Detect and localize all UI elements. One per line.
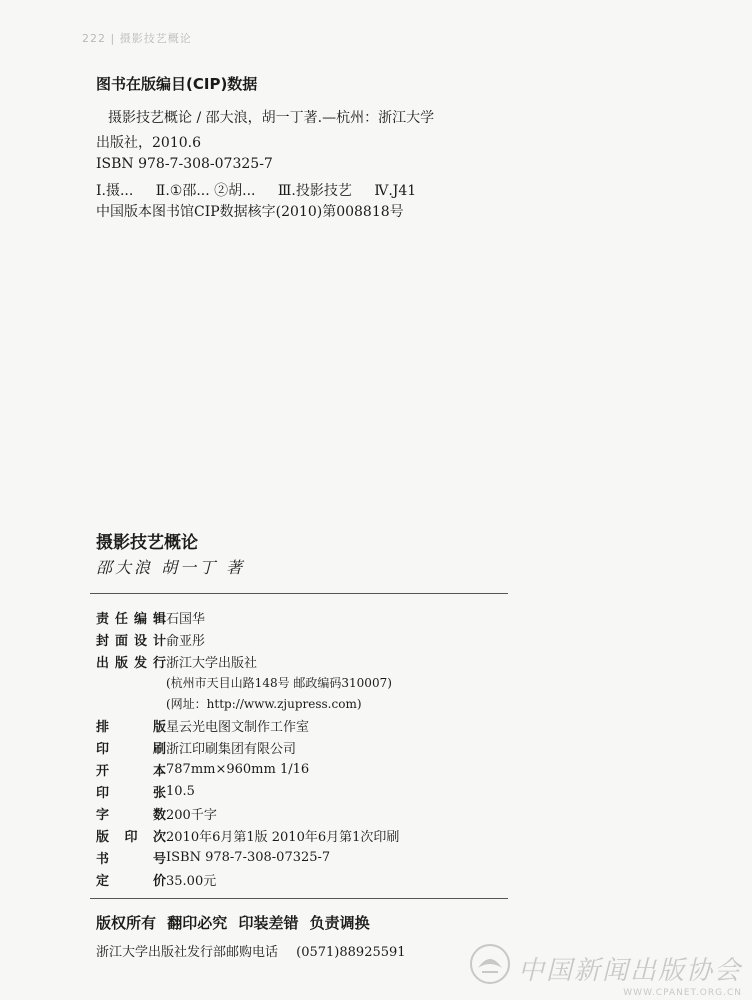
info-value: 星云光电图文制作工作室: [166, 719, 310, 735]
info-row-book-number: [96, 846, 516, 868]
phone-number: (0571)88925591: [296, 945, 406, 960]
cip-library-record: 中国版本图书馆CIP数据核字(2010)第008818号: [96, 204, 404, 220]
info-value: 浙江印刷集团有限公司: [166, 741, 297, 757]
info-label: 开 本: [96, 763, 166, 779]
watermark-url: WWW.CPANET.ORG.CN: [623, 988, 742, 998]
info-row-format: [96, 758, 516, 780]
watermark-text: 中国新闻出版协会: [517, 956, 742, 986]
watermark: [468, 942, 742, 998]
cip-class-2: Ⅱ.①邵... ②胡...: [155, 183, 256, 199]
cip-class-1: Ⅰ.摄...: [96, 183, 134, 199]
info-value: 787mm×960mm 1/16: [166, 761, 310, 777]
info-row-edition: [96, 824, 516, 846]
info-label: 书 号: [96, 851, 166, 867]
cip-title: 图书在版编目(CIP)数据: [96, 75, 258, 93]
running-header: 222 | 摄影技艺概论: [82, 32, 192, 45]
divider-bottom: [90, 898, 508, 899]
info-label: 责 任 编 辑: [96, 611, 166, 627]
info-value: 2010年6月第1版 2010年6月第1次印刷: [166, 829, 400, 845]
footer: [96, 912, 516, 960]
info-value: ISBN 978-7-308-07325-7: [166, 849, 331, 865]
info-row-cover-design: [96, 628, 516, 650]
info-row-price: [96, 868, 516, 890]
book-title: 摄影技艺概论: [96, 533, 198, 553]
info-label: 出 版 发 行: [96, 655, 166, 671]
info-label: 字 数: [96, 807, 166, 823]
info-label: 印 张: [96, 785, 166, 801]
book-authors: 邵大浪 胡一丁 著: [96, 558, 246, 577]
info-row-publisher: [96, 650, 516, 672]
info-label: 印 刷: [96, 741, 166, 757]
info-label: 版 印 次: [96, 829, 166, 845]
divider-top: [90, 593, 508, 594]
info-label: 定 价: [96, 873, 166, 889]
info-label: 排 版: [96, 719, 166, 735]
info-row-address: [96, 672, 516, 693]
info-value: 10.5: [166, 783, 195, 799]
cip-description-line2: 出版社，2010.6: [96, 135, 201, 151]
cip-class-3: Ⅲ.投影技艺: [277, 183, 352, 199]
info-value: 35.00元: [166, 873, 217, 889]
info-value: 石国华: [166, 611, 206, 627]
publication-info: [96, 606, 516, 890]
info-value: 俞亚彤: [166, 633, 206, 649]
cip-isbn: ISBN 978-7-308-07325-7: [96, 156, 273, 172]
info-row-printing: [96, 736, 516, 758]
info-row-website: [96, 693, 516, 714]
cip-classification: [96, 181, 516, 202]
info-row-sheets: [96, 780, 516, 802]
info-row-typesetting: [96, 714, 516, 736]
association-logo-icon: [468, 942, 512, 986]
info-row-editor: [96, 606, 516, 628]
info-value: 200千字: [166, 807, 217, 823]
rights-statement: 版权所有 翻印必究 印装差错 负责调换: [96, 914, 370, 932]
cip-description-line1: 摄影技艺概论 / 邵大浪，胡一丁著.—杭州：浙江大学: [108, 110, 435, 126]
cip-block: [96, 74, 516, 223]
info-label: 封 面 设 计: [96, 633, 166, 649]
info-row-word-count: [96, 802, 516, 824]
info-value: 浙江大学出版社: [166, 655, 258, 671]
info-value: (杭州市天目山路148号 邮政编码310007): [166, 676, 392, 690]
mail-order-phone: [96, 941, 516, 960]
info-value: (网址：http://www.zjupress.com): [166, 697, 362, 711]
phone-label: 浙江大学出版社发行部邮购电话: [96, 945, 279, 960]
cip-class-4: Ⅳ.J41: [374, 183, 417, 199]
